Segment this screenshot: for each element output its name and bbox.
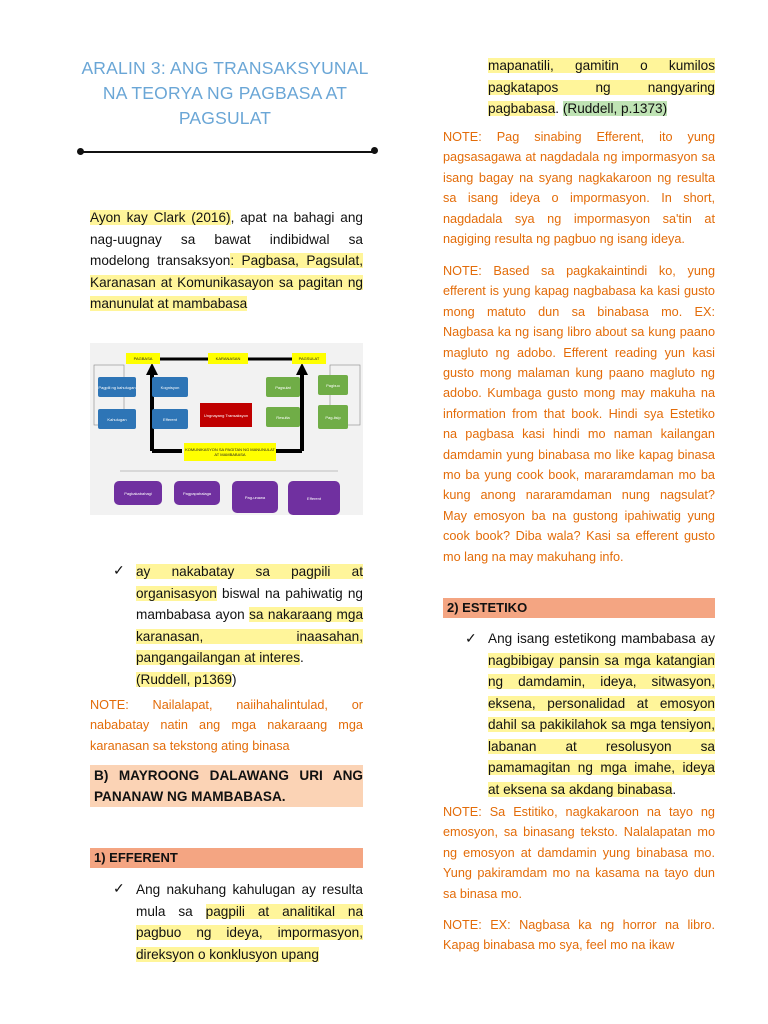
efferent-heading: 1) EFFERENT <box>90 848 363 868</box>
title-divider <box>80 151 376 153</box>
green-box-2: Pagbuo <box>318 375 348 395</box>
green-box-1: Pagsulat <box>266 377 300 397</box>
page-title: ARALIN 3: ANG TRANSAKSYUNAL NA TEORYA NG PAGBASA AT PAGSULAT <box>81 58 369 128</box>
box-karanasan: KARANASAN <box>208 353 248 364</box>
checkmark-icon: ✓ <box>113 562 125 578</box>
intro-text: , apat na bahagi ang nag-uugnay sa bawat indibidwal sa modelong transaksyon <box>90 210 363 268</box>
bullet-3-text: Ang isang estetikong mambabasa ay nagbibigay pansin sa mga katangian ng damdamin, ideya, sitwasyon, eksena, personalidad at emosyon dahil sa pakikilahok sa mga tensiyon, labanan at resolusyon sa pamamagitan ng mga imahe, ideya at eksena sa akdang binabasa. <box>488 631 715 797</box>
purple-box-1: Pagkakabahagi <box>114 481 162 505</box>
transaction-diagram <box>90 343 363 515</box>
intro-citation: Ayon kay Clark (2016) <box>90 210 231 225</box>
green-box-4: Pag-iisip <box>318 405 348 429</box>
divider-dot-right <box>371 147 378 154</box>
intro-highlight: : Pagbasa, Pagsulat, Karanasan at Komunikasayon sa pagitan ng manunulat at mambabasa <box>90 253 364 311</box>
divider-dot-left <box>77 148 84 155</box>
blue-box-3: Kahulugan <box>98 409 136 429</box>
blue-box-2: Kognisyon <box>152 377 188 397</box>
box-komunikasyon: KOMUNIKASYON SA PAGITAN NG MANUNULAT AT MAMBABASA <box>184 443 276 461</box>
bullet-1-text: ay nakabatay sa pagpili at organisasyon biswal na pahiwatig ng mambabasa ayon sa nakaraang mga karanasan, inaasahan, pangangailangan at interes. (Ruddell, p1369) <box>136 564 363 687</box>
purple-box-2: Pagpapahalaga <box>174 481 220 505</box>
bullet-2-text: Ang nakuhang kahulugan ay resulta mula sa pagpili at analitikal na pagbuo ng ideya, impormasyon, direksyon o konklusyon upang <box>136 882 364 962</box>
estetiko-heading: 2) ESTETIKO <box>443 598 715 618</box>
note-5: NOTE: EX: Nagbasa ka ng horror na libro. Kapag binabasa mo sya, feel mo na ikaw <box>443 918 715 953</box>
checkmark-icon: ✓ <box>113 880 125 896</box>
blue-box-1: Pagpili ng kahulugan <box>98 377 136 397</box>
purple-box-4: Efferent <box>288 481 340 515</box>
arrow-head-3 <box>146 363 158 375</box>
section-b-heading: B) MAYROONG DALAWANG URI ANG PANANAW NG MAMBABASA. <box>90 765 363 807</box>
note-1: NOTE: Nailalapat, naiihahalintulad, or nababatay natin ang mga nakaraang mga karanasan sa tekstong ating binasa <box>90 698 363 753</box>
bullet-2-continued: mapanatili, gamitin o kumilos pagkatapos ng nangyaring pagbabasa. (Ruddell, p.1373) <box>488 58 715 116</box>
intro-paragraph <box>90 207 363 315</box>
note-2: NOTE: Pag sinabing Efferent, ito yung pagsasagawa at nagdadala ng impormasyon sa isang bagay na syang nagkakaroon ng resulta sa isang ideya o impormasyon. In short, nagdadala sya ng impormasyon sa'tin at nagiging resulta ng pagbuo ng isang ideya. <box>443 130 715 247</box>
note-4: NOTE: Sa Estitiko, nagkakaroon na tayo ng emosyon, sa binasang teksto. Nalalapatan mo ng emosyon at damdamin yung binabasa mo. Yung pakiramdam mo na kasama na tayo dun sa binasa mo. <box>443 805 715 901</box>
center-box: Ungnayang Transaksyon <box>200 403 252 427</box>
arrow-head-4 <box>296 363 308 375</box>
checkmark-icon: ✓ <box>465 630 477 646</box>
green-box-3: Resulta <box>266 407 300 427</box>
purple-box-3: Pag-unawa <box>232 481 278 513</box>
blue-box-4: Efferent <box>152 409 188 429</box>
box-pagbasa: PAGBASA <box>126 353 160 364</box>
box-pagsulat: PAGSULAT <box>292 353 326 364</box>
note-3: NOTE: Based sa pagkakaintindi ko, yung efferent is yung kapag nagbabasa ka kasi gusto mong matuto dun sa binabasa mo. EX: Nagbasa ka ng isang libro about sa kung paano magluto ng adobo. Efferent reading yun kasi gusto mong malaman kung paano magluto ng adobo. Kumbaga gusto mong may makuha na information from that book. Hindi sya Estetiko na pagbasa kasi hindi mo naman kailangan damdamin yung binabasa mo like kapag binasa mo ba yung cook book, mararamdaman mo ba kung anong nararamdaman nung nagsulat? May emosyon ba na gustong ipahiwatig yung cook book? Diba wala? Kasi sa efferent gusto mo lang na may makuhang info. <box>443 264 715 564</box>
